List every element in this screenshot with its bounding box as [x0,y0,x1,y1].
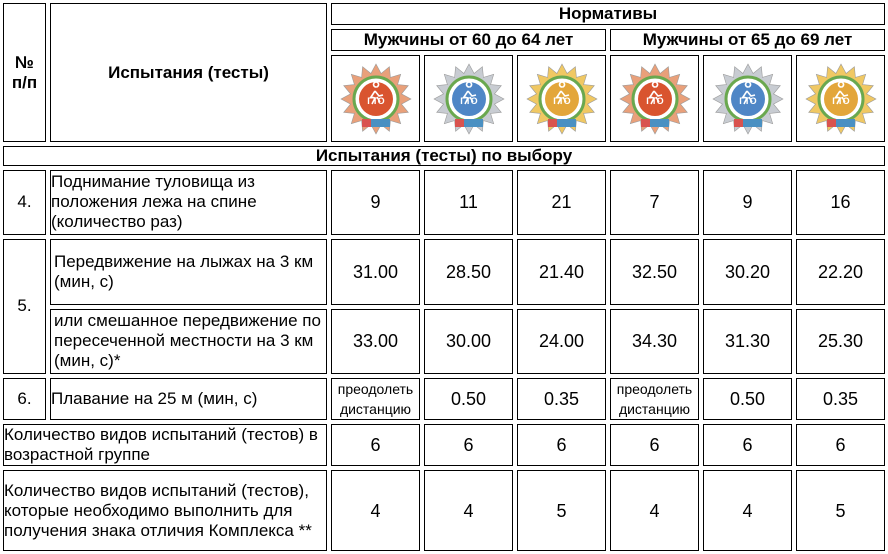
value-label: 9 [370,192,381,213]
header-norms-label: Нормативы [558,4,658,24]
value-label: 7 [649,192,660,213]
header-tests-label: Испытания (тесты) [108,62,269,82]
value-cell [608,168,701,236]
row-num-label: 4. [17,192,32,212]
value-label: 28.50 [445,261,492,282]
badge-cell-silver-a [422,53,515,144]
row-test [48,237,329,308]
value-cell [515,422,608,468]
row-test-label: или смешанное передвижение по пересеченной местности на 3 км (мин, с)* [54,311,321,371]
value-label: 21.40 [538,261,585,282]
value-label: 6 [463,435,474,456]
badge-cell-gold-a [515,53,608,144]
row-num [1,376,48,422]
group-a-label: Мужчины от 60 до 64 лет [363,30,574,50]
gold-badge-icon [526,61,598,137]
value-label: 4 [370,500,381,521]
value-cell [329,168,422,236]
value-label: 21 [551,192,572,213]
value-label: 0.35 [543,388,580,409]
badge-ribbon-red [827,119,836,127]
value-cell [701,376,794,422]
value-label: 30.20 [724,261,771,282]
badge-cell-bronze-b [608,53,701,144]
value-label: 4 [649,500,660,521]
badge-ribbon-red [641,119,650,127]
row-test [48,168,329,236]
value-label: 24.00 [538,331,585,352]
value-cell [329,237,422,308]
badge-cell-silver-b [701,53,794,144]
value-label: 0.50 [450,388,487,409]
value-label: 9 [742,192,753,213]
bronze-badge-icon [619,61,691,137]
section-title [1,144,887,168]
value-cell [422,307,515,375]
value-cell [422,468,515,553]
value-label: 6 [742,435,753,456]
group-b-label: Мужчины от 65 до 69 лет [642,30,853,50]
badge-cell-bronze-a [329,53,422,144]
value-cell [794,307,887,375]
value-label: преодолеть дистанцию [337,380,414,417]
value-cell [608,376,701,422]
silver-badge-icon [433,61,505,137]
summary-label-cell [1,468,329,553]
value-cell [701,168,794,236]
value-label: 22.20 [817,261,864,282]
value-label: 4 [463,500,474,521]
value-cell [794,168,887,236]
value-cell [422,237,515,308]
value-cell [608,468,701,553]
value-cell [515,307,608,375]
header-tests-col [48,1,329,144]
row-test-label: Плавание на 25 м (мин, с) [51,388,258,408]
header-norms [329,1,887,27]
row-num-label: 5. [17,296,32,316]
value-label: 4 [742,500,753,521]
value-cell [794,422,887,468]
row-test-label: Поднимание туловища из положения лежа на спине (количество раз) [51,172,257,232]
header-group-a [329,27,608,53]
row-test [48,376,329,422]
gold-badge-icon [805,61,877,137]
value-label: 6 [370,435,381,456]
value-cell [794,468,887,553]
value-cell [701,422,794,468]
value-label: 34.30 [631,331,678,352]
value-label: 31.00 [352,261,399,282]
value-cell [515,376,608,422]
section-title-label: Испытания (тесты) по выбору [315,146,573,166]
value-label: 0.50 [729,388,766,409]
value-cell [329,468,422,553]
value-cell [329,376,422,422]
header-group-b [608,27,887,53]
summary-label-cell [1,422,329,468]
value-cell [515,168,608,236]
badge-ribbon-red [362,119,371,127]
row-test [48,307,329,375]
badge-label: ГТО [459,95,478,106]
value-cell [422,422,515,468]
row-test-label: Передвижение на лыжах на 3 км (мин, с) [54,251,314,291]
header-num-label: № п/п [11,52,38,92]
value-label: 33.00 [352,331,399,352]
value-cell [701,468,794,553]
value-cell [329,307,422,375]
value-label: 11 [459,192,478,213]
badge-ribbon-red [548,119,557,127]
row-num-label: 6. [17,388,32,408]
value-cell [794,237,887,308]
norms-table [1,1,887,553]
value-label: 25.30 [817,331,864,352]
value-label: 0.35 [822,388,859,409]
value-label: 5 [835,500,846,521]
value-cell [608,237,701,308]
value-cell [794,376,887,422]
silver-badge-icon [712,61,784,137]
badge-label: ГТО [366,95,385,106]
value-cell [608,307,701,375]
row-num [1,168,48,236]
value-label: 16 [830,192,851,213]
value-label: 32.50 [631,261,678,282]
value-label: 31.30 [724,331,771,352]
value-cell [515,237,608,308]
summary-label: Количество видов испытаний (тестов), которые необходимо выполнить для получения знака отличия Комплекса ** [4,480,312,540]
badge-cell-gold-b [794,53,887,144]
value-label: 5 [556,500,567,521]
summary-label: Количество видов испытаний (тестов) в возрастной группе [4,425,318,465]
value-label: преодолеть дистанцию [616,380,693,417]
row-num [1,237,48,376]
badge-label: ГТО [738,95,757,106]
badge-label: ГТО [552,95,571,106]
value-cell [422,168,515,236]
value-label: 30.00 [445,331,492,352]
badge-ribbon-red [734,119,743,127]
badge-label: ГТО [645,95,664,106]
header-num-col [1,1,48,144]
value-label: 6 [835,435,846,456]
badge-label: ГТО [831,95,850,106]
badge-ribbon-red [455,119,464,127]
value-cell [515,468,608,553]
value-label: 6 [556,435,567,456]
value-cell [608,422,701,468]
value-cell [422,376,515,422]
value-cell [701,307,794,375]
value-cell [701,237,794,308]
value-cell [329,422,422,468]
bronze-badge-icon [340,61,412,137]
value-label: 6 [649,435,660,456]
